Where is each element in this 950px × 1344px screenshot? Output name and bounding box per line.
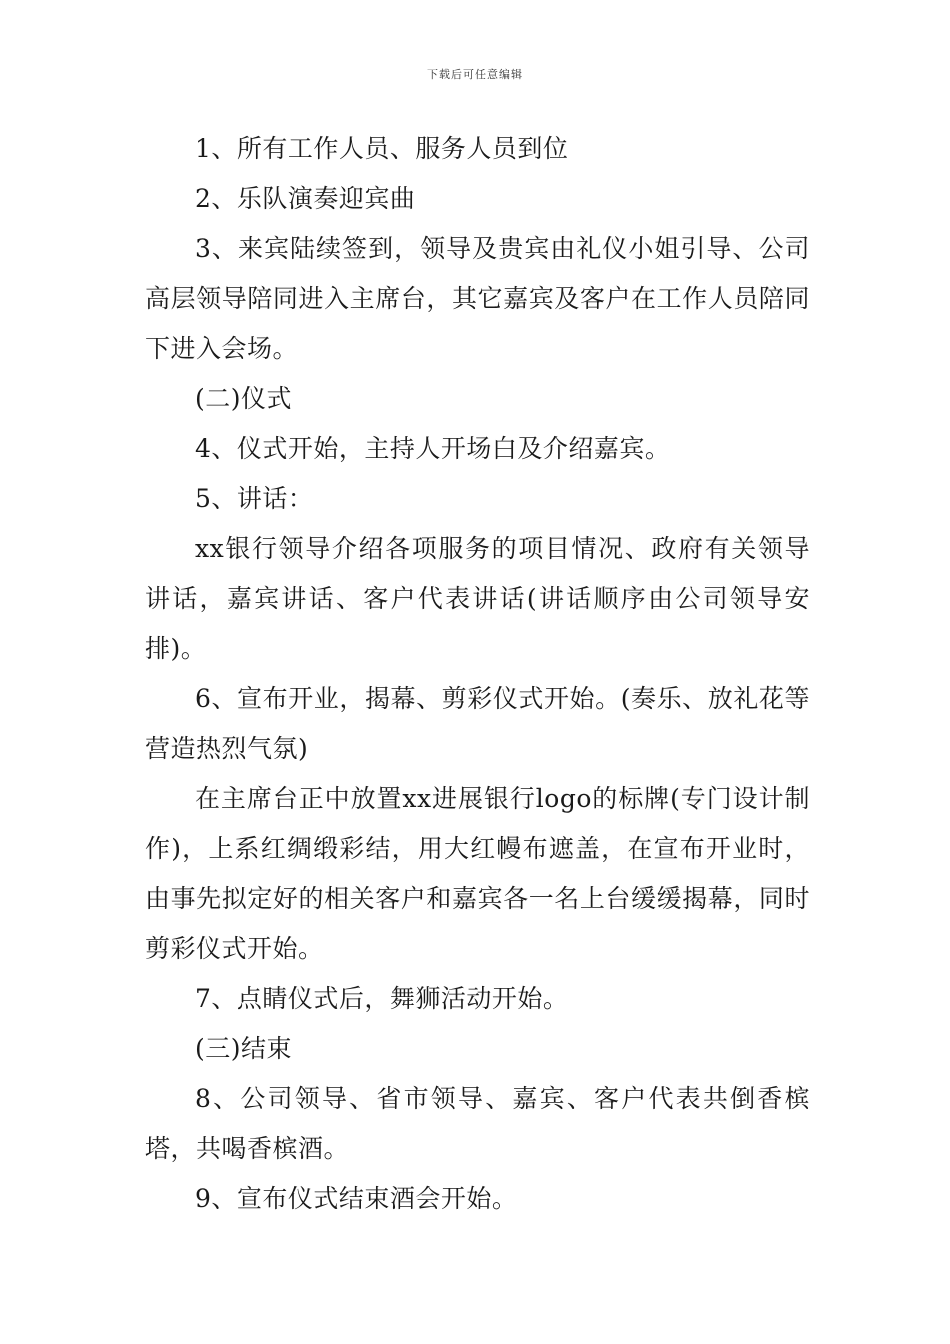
section-heading-ceremony: (二)仪式 <box>195 384 293 413</box>
document-body <box>145 124 810 1224</box>
paragraph-champagne: 8、公司领导、省市领导、嘉宾、客户代表共倒香槟塔，共喝香槟酒。 <box>145 1084 810 1163</box>
paragraph-guest-signin: 3、来宾陆续签到，领导及贵宾由礼仪小姐引导、公司高层领导陪同进入主席台，其它嘉宾及客户在工作人员陪同下进入会场。 <box>145 234 810 363</box>
paragraph-opening-ribbon: 6、宣布开业，揭幕、剪彩仪式开始。(奏乐、放礼花等营造热烈气氛) <box>145 684 810 763</box>
header-note: 下载后可任意编辑 <box>427 68 523 81</box>
paragraph-logo-unveiling: 在主席台正中放置xx进展银行logo的标牌(专门设计制作)，上系红绸缎彩结，用大红幔布遮盖，在宣布开业时，由事先拟定好的相关客户和嘉宾各一名上台缓缓揭幕，同时剪彩仪式开始。 <box>145 784 810 963</box>
paragraph-speeches: 5、讲话： <box>195 484 314 513</box>
paragraph-ceremony-start: 4、仪式开始，主持人开场白及介绍嘉宾。 <box>195 434 671 463</box>
paragraph-reception-start: 9、宣布仪式结束酒会开始。 <box>195 1184 518 1213</box>
paragraph-lion-dance: 7、点睛仪式后，舞狮活动开始。 <box>195 984 569 1013</box>
section-heading-ending: (三)结束 <box>195 1034 293 1063</box>
paragraph-staff-in-place: 1、所有工作人员、服务人员到位 <box>195 134 569 163</box>
paragraph-band-music: 2、乐队演奏迎宾曲 <box>195 184 416 213</box>
paragraph-speech-order: xx银行领导介绍各项服务的项目情况、政府有关领导讲话，嘉宾讲话、客户代表讲话(讲话顺序由公司领导安排)。 <box>145 534 810 663</box>
